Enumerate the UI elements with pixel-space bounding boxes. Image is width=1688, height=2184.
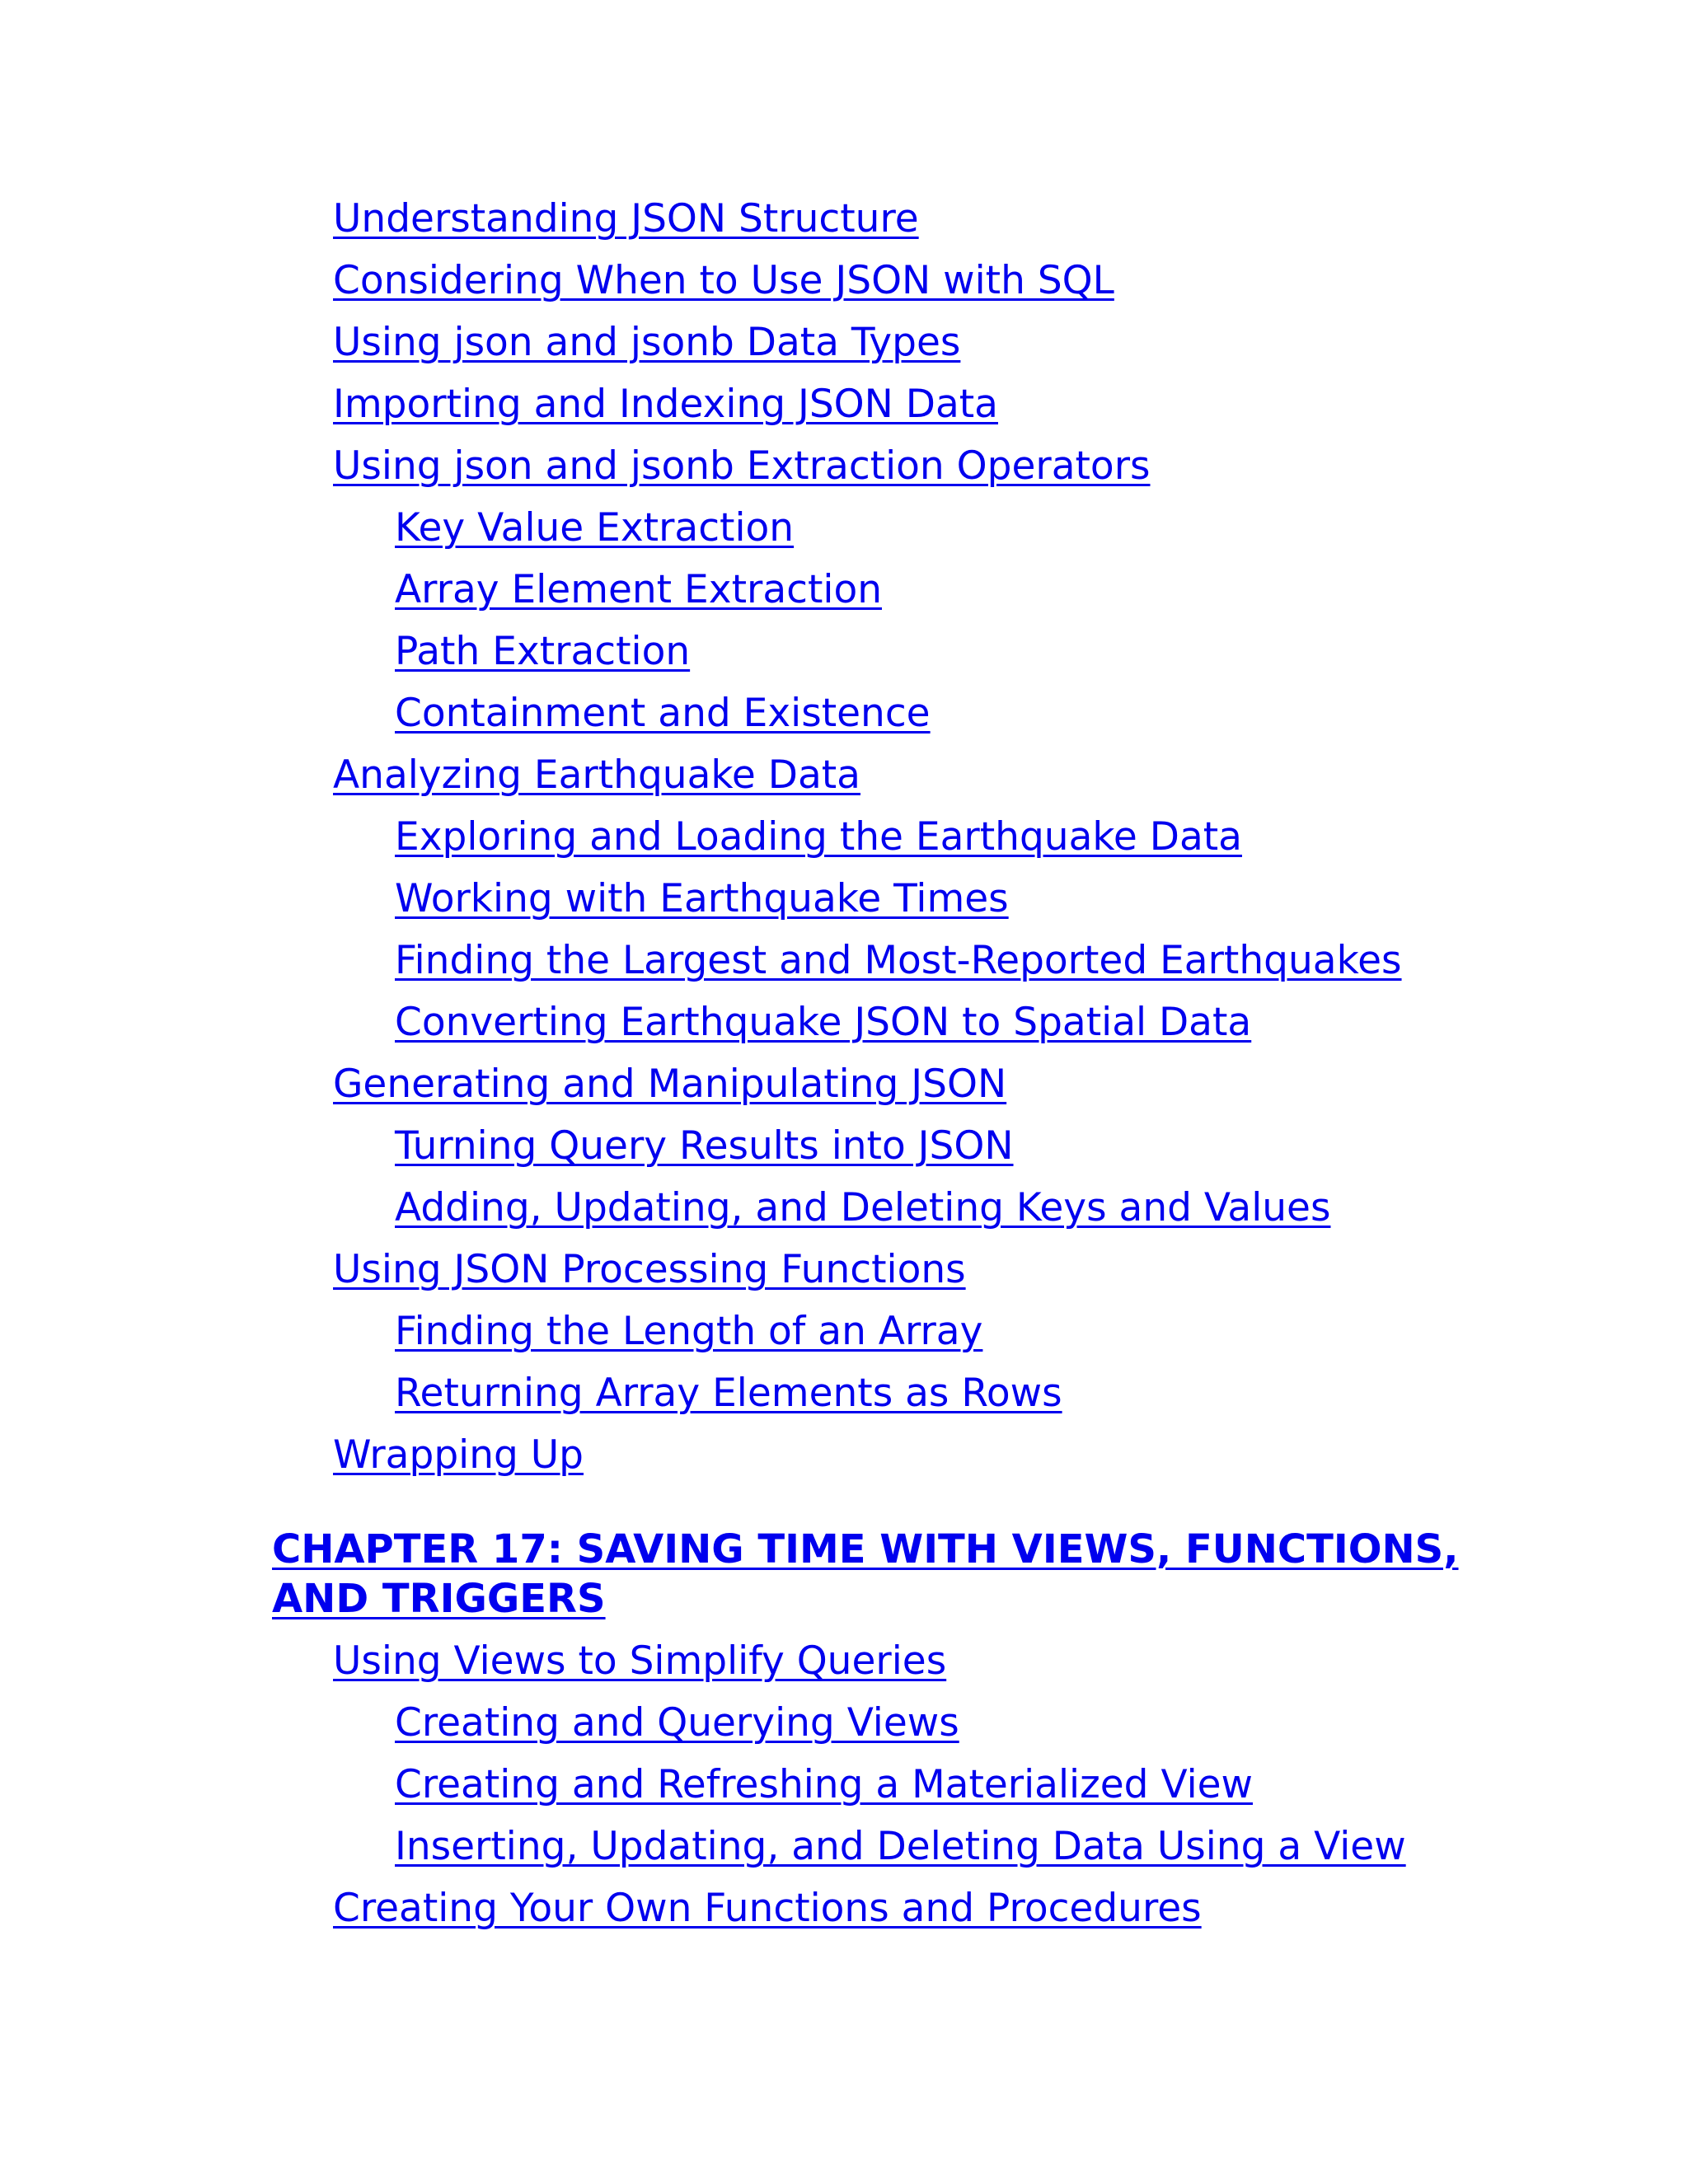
chapter-17-title-line1: CHAPTER 17: SAVING TIME WITH VIEWS, FUNCTIONS, [272, 1526, 1459, 1572]
toc-link-analyzing-earthquake-data[interactable]: Analyzing Earthquake Data [333, 752, 860, 798]
toc-link-considering-when-to-use-json[interactable]: Considering When to Use JSON with SQL [333, 258, 1114, 303]
toc-link-earthquake-spatial-data[interactable]: Converting Earthquake JSON to Spatial Data [395, 1000, 1252, 1045]
toc-link-exploring-loading-earthquake[interactable]: Exploring and Loading the Earthquake Data [395, 814, 1242, 860]
toc-link-creating-querying-views[interactable]: Creating and Querying Views [395, 1700, 959, 1746]
chapter-17-heading-link[interactable] [272, 1525, 1459, 1624]
toc-link-understanding-json-structure[interactable]: Understanding JSON Structure [333, 196, 919, 241]
toc-link-wrapping-up[interactable]: Wrapping Up [333, 1432, 584, 1478]
toc-link-key-value-extraction[interactable]: Key Value Extraction [395, 505, 795, 551]
toc-link-largest-earthquakes[interactable]: Finding the Largest and Most-Reported Earthquakes [395, 938, 1402, 983]
toc-link-importing-indexing-json[interactable]: Importing and Indexing JSON Data [333, 382, 998, 427]
toc-link-length-of-array[interactable]: Finding the Length of an Array [395, 1309, 983, 1354]
toc-link-json-jsonb-data-types[interactable]: Using json and jsonb Data Types [333, 320, 961, 365]
toc-link-array-elements-as-rows[interactable]: Returning Array Elements as Rows [395, 1371, 1062, 1416]
toc-link-modify-data-using-view[interactable]: Inserting, Updating, and Deleting Data Using a View [395, 1824, 1406, 1869]
toc-link-extraction-operators[interactable]: Using json and jsonb Extraction Operators [333, 443, 1151, 489]
toc-link-json-processing-functions[interactable]: Using JSON Processing Functions [333, 1247, 966, 1292]
toc-link-materialized-view[interactable]: Creating and Refreshing a Materialized View [395, 1762, 1253, 1807]
toc-link-functions-procedures[interactable]: Creating Your Own Functions and Procedures [333, 1886, 1202, 1931]
toc-link-earthquake-times[interactable]: Working with Earthquake Times [395, 876, 1009, 921]
toc-link-generating-manipulating-json[interactable]: Generating and Manipulating JSON [333, 1062, 1007, 1107]
chapter-17-title-line2: AND TRIGGERS [272, 1576, 606, 1622]
toc-link-views-simplify-queries[interactable]: Using Views to Simplify Queries [333, 1638, 947, 1684]
toc-link-query-results-into-json[interactable]: Turning Query Results into JSON [395, 1123, 1014, 1169]
toc-link-array-element-extraction[interactable]: Array Element Extraction [395, 567, 882, 612]
toc-link-containment-existence[interactable]: Containment and Existence [395, 691, 931, 736]
toc-link-path-extraction[interactable]: Path Extraction [395, 629, 691, 674]
toc-link-adding-updating-deleting-keys[interactable]: Adding, Updating, and Deleting Keys and Values [395, 1185, 1331, 1230]
